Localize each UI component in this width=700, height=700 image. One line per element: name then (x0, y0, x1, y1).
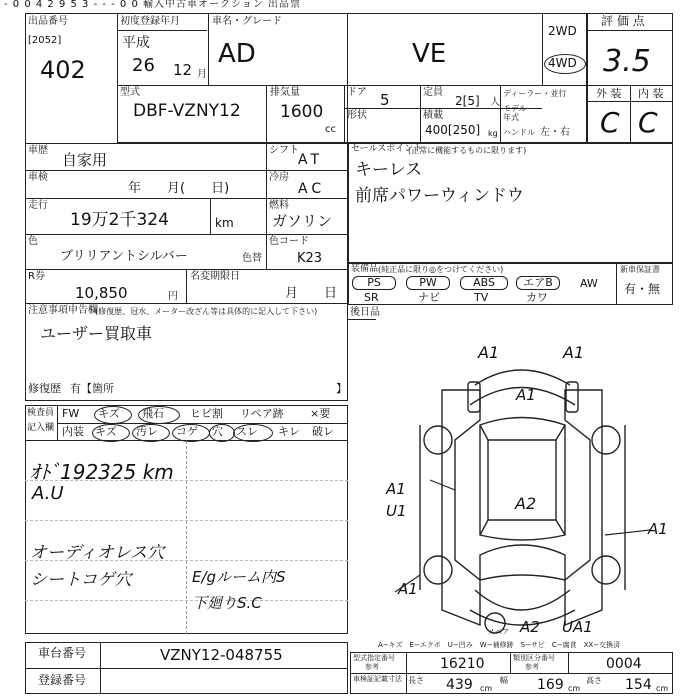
ext-grade: C (600, 106, 620, 139)
reg-type-value: 自家用 (62, 151, 108, 169)
repair-bracket: 】 (336, 382, 347, 395)
dims-width-label: 幅 (500, 676, 508, 685)
ext-label: 外 装 (596, 87, 622, 100)
diag-mark-9: A2 (520, 618, 540, 636)
chassis-label: 車台番号 (38, 646, 87, 660)
sales-point-item-2: 前席パワーウィンドウ (355, 186, 524, 206)
inspector-label-1: 検査員 (27, 408, 55, 418)
insp-dirt: 汚レ (136, 425, 158, 438)
lot-code: [2052] (28, 35, 62, 46)
repair-value: 有【箇所 (70, 382, 114, 395)
insp-need: ×要 (310, 407, 331, 420)
equipment-sub: (純正品に限り◎をつけてください) (378, 265, 504, 274)
month-unit: 月 (197, 69, 207, 80)
category-value: 0004 (606, 656, 642, 672)
top-strip: - 0 0 4 2 9 5 3 - - - 0 0 輸入中古車オークション 出品票 (4, 0, 301, 10)
inspection-value: 年 月( 日) (128, 181, 230, 196)
diag-mark-1: A1 (478, 343, 500, 362)
car-name: AD (218, 39, 256, 69)
dealer-label: ディーラー・並行 (503, 89, 567, 98)
mileage-value: 19万2千324 (70, 210, 169, 230)
diag-mark-4: A1 (386, 480, 406, 498)
lot-number: 402 (40, 56, 86, 84)
car-grade: VE (412, 39, 447, 69)
displacement-label: 排気量 (270, 87, 300, 98)
year-label: 初度登録年月 (120, 16, 180, 27)
inspection-label: 車検 (28, 172, 48, 183)
drive-2wd: 2WD (548, 24, 577, 38)
int-grade: C (638, 106, 658, 139)
capacity-value: 2[5] (455, 94, 480, 108)
grade-label: 評 価 点 (601, 14, 645, 28)
insp-wear: スレ (236, 425, 258, 438)
equip-aw: AW (580, 277, 598, 290)
warranty-label: 新車保証書 (620, 265, 660, 274)
designation-label: 型式指定番号 (353, 654, 395, 662)
insp-interior: 内装 (62, 425, 84, 438)
notes-sub: (修復歴、冠水、メーター改ざん等は具体的に記入して下さい) (95, 307, 318, 316)
repair-label: 修復歴 (28, 382, 61, 395)
mileage-unit: km (215, 216, 234, 230)
name-change-value: 月 日 (285, 286, 338, 301)
insp-fw: FW (62, 407, 80, 420)
shift-value: AT (298, 152, 324, 168)
diag-mark-7: A1 (648, 520, 668, 538)
equip-airbag: エアB (516, 276, 560, 290)
diagram-legend: A−キズ E−エクボ U−凹み W−補修跡 S−サビ C−腐食 XX−交換済 (378, 641, 621, 649)
insp-int-scratch: キズ (95, 425, 117, 438)
year-era: 平成 (122, 35, 150, 51)
capacity-label: 定員 (423, 87, 443, 98)
car-damage-diagram (380, 330, 680, 640)
dims-length-label: 長さ (408, 676, 424, 685)
dims-label: 車検証記載寸法 (353, 675, 402, 683)
dims-height-label: 高さ (586, 676, 602, 685)
chassis-value: VZNY12-048755 (160, 646, 283, 664)
dims-width: 169 (537, 677, 564, 693)
dims-unit-1: cm (480, 684, 493, 693)
insp-cut: キレ (278, 425, 300, 438)
color-label: 色 (28, 236, 38, 247)
load-label: 積載 (423, 110, 443, 121)
notes-value: ユーザー買取車 (40, 324, 153, 343)
category-sub: 参考 (525, 663, 539, 671)
equip-tv: TV (474, 291, 489, 304)
designation-value: 16210 (440, 656, 485, 672)
designation-sub: 参考 (365, 663, 379, 671)
equip-ps: PS (352, 276, 396, 290)
hw-seat: シートコゲ穴 (30, 570, 132, 590)
insp-repair: リペア跡 (240, 407, 284, 420)
equipment-label: 装備品 (351, 264, 379, 274)
hw-engine: E/gルーム内S (192, 568, 286, 586)
displacement-unit: cc (325, 124, 336, 135)
year-value: 26 (132, 55, 155, 76)
shift-label: シフト (269, 145, 299, 156)
hw-audio: オーディオレス穴 (30, 543, 165, 563)
fuel-value: ガソリン (272, 212, 333, 230)
recycle-unit: 円 (168, 291, 178, 302)
grade-score: 3.5 (603, 44, 651, 79)
doors-value: 5 (380, 91, 390, 109)
diag-mark-2: A1 (563, 343, 585, 362)
name-change-label: 名変期限日 (190, 271, 240, 282)
equip-pw: PW (406, 276, 450, 290)
dims-height: 154 (625, 677, 652, 693)
hw-under: 下廻りS.C (192, 594, 262, 612)
reg-type-label: 車歴 (28, 145, 48, 156)
notes-label: 注意事項申告欄 (28, 305, 98, 316)
hw-au: A.U (32, 483, 64, 504)
rear-label: 後日品 (350, 307, 380, 318)
warranty-value: 有・無 (624, 282, 661, 296)
equip-navi: ナビ (418, 291, 440, 304)
spare-label: スペア (488, 628, 509, 636)
doors-label: ドア (347, 87, 367, 98)
dims-unit-3: cm (656, 684, 669, 693)
int-label: 内 装 (638, 87, 664, 100)
load-value: 400[250] (425, 123, 481, 137)
load-unit: kg (488, 129, 498, 138)
capacity-unit: 人 (490, 97, 500, 108)
category-label: 類別区分番号 (513, 654, 555, 662)
model-value: DBF-VZNY12 (133, 101, 241, 121)
month-value: 12 (173, 61, 193, 79)
color-replaced-label: 色替 (242, 253, 262, 264)
sales-point-sub: (正常に機能するものに限ります) (408, 146, 527, 155)
insp-tear: 破レ (312, 425, 334, 438)
insp-chip: 飛石 (142, 407, 164, 420)
dims-unit-2: cm (568, 684, 581, 693)
recycle-label: R券 (28, 271, 45, 282)
diag-mark-6: A2 (515, 494, 537, 513)
dims-length: 439 (446, 677, 473, 693)
mileage-label: 走行 (28, 200, 48, 211)
displacement-value: 1600 (280, 102, 324, 122)
registration-label: 登録番号 (38, 673, 87, 687)
diag-mark-8: A1 (398, 580, 418, 598)
insp-crack: ヒビ割 (190, 407, 223, 420)
model-label: 型式 (120, 87, 140, 98)
car-label: 車名・グレード (212, 16, 282, 27)
insp-scratch: キズ (98, 407, 120, 420)
color-code-value: K23 (297, 251, 323, 266)
insp-hole: 穴 (212, 425, 223, 438)
model-year-label: モデル年式 (503, 104, 527, 122)
ac-value: AC (298, 181, 326, 197)
color-code-label: 色コード (269, 236, 309, 247)
recycle-value: 10,850 (75, 284, 128, 302)
drive-4wd: 4WD (548, 56, 577, 70)
fuel-label: 燃料 (269, 200, 289, 211)
equip-sr: SR (364, 291, 379, 304)
diag-mark-3: A1 (516, 386, 536, 404)
handle-value: 左・右 (540, 127, 570, 138)
lot-label: 出品番号 (28, 16, 68, 27)
equip-leather: カワ (526, 291, 548, 304)
handle-label: ハンドル (503, 128, 535, 137)
sales-point-label: セールスポイント (351, 144, 423, 154)
hw-odometer: ｵﾄﾞ192325 km (30, 460, 174, 484)
ac-label: 冷房 (269, 172, 289, 183)
diag-mark-10: UA1 (562, 618, 593, 636)
sales-point-item-1: キーレス (355, 160, 423, 180)
diag-mark-5: U1 (386, 502, 407, 520)
shape-label: 形状 (347, 110, 367, 121)
insp-burn: コゲ (176, 425, 198, 438)
inspector-label-2: 記入欄 (27, 423, 55, 433)
equip-abs: ABS (460, 276, 508, 290)
color-value: ブリリアントシルバー (60, 249, 188, 264)
